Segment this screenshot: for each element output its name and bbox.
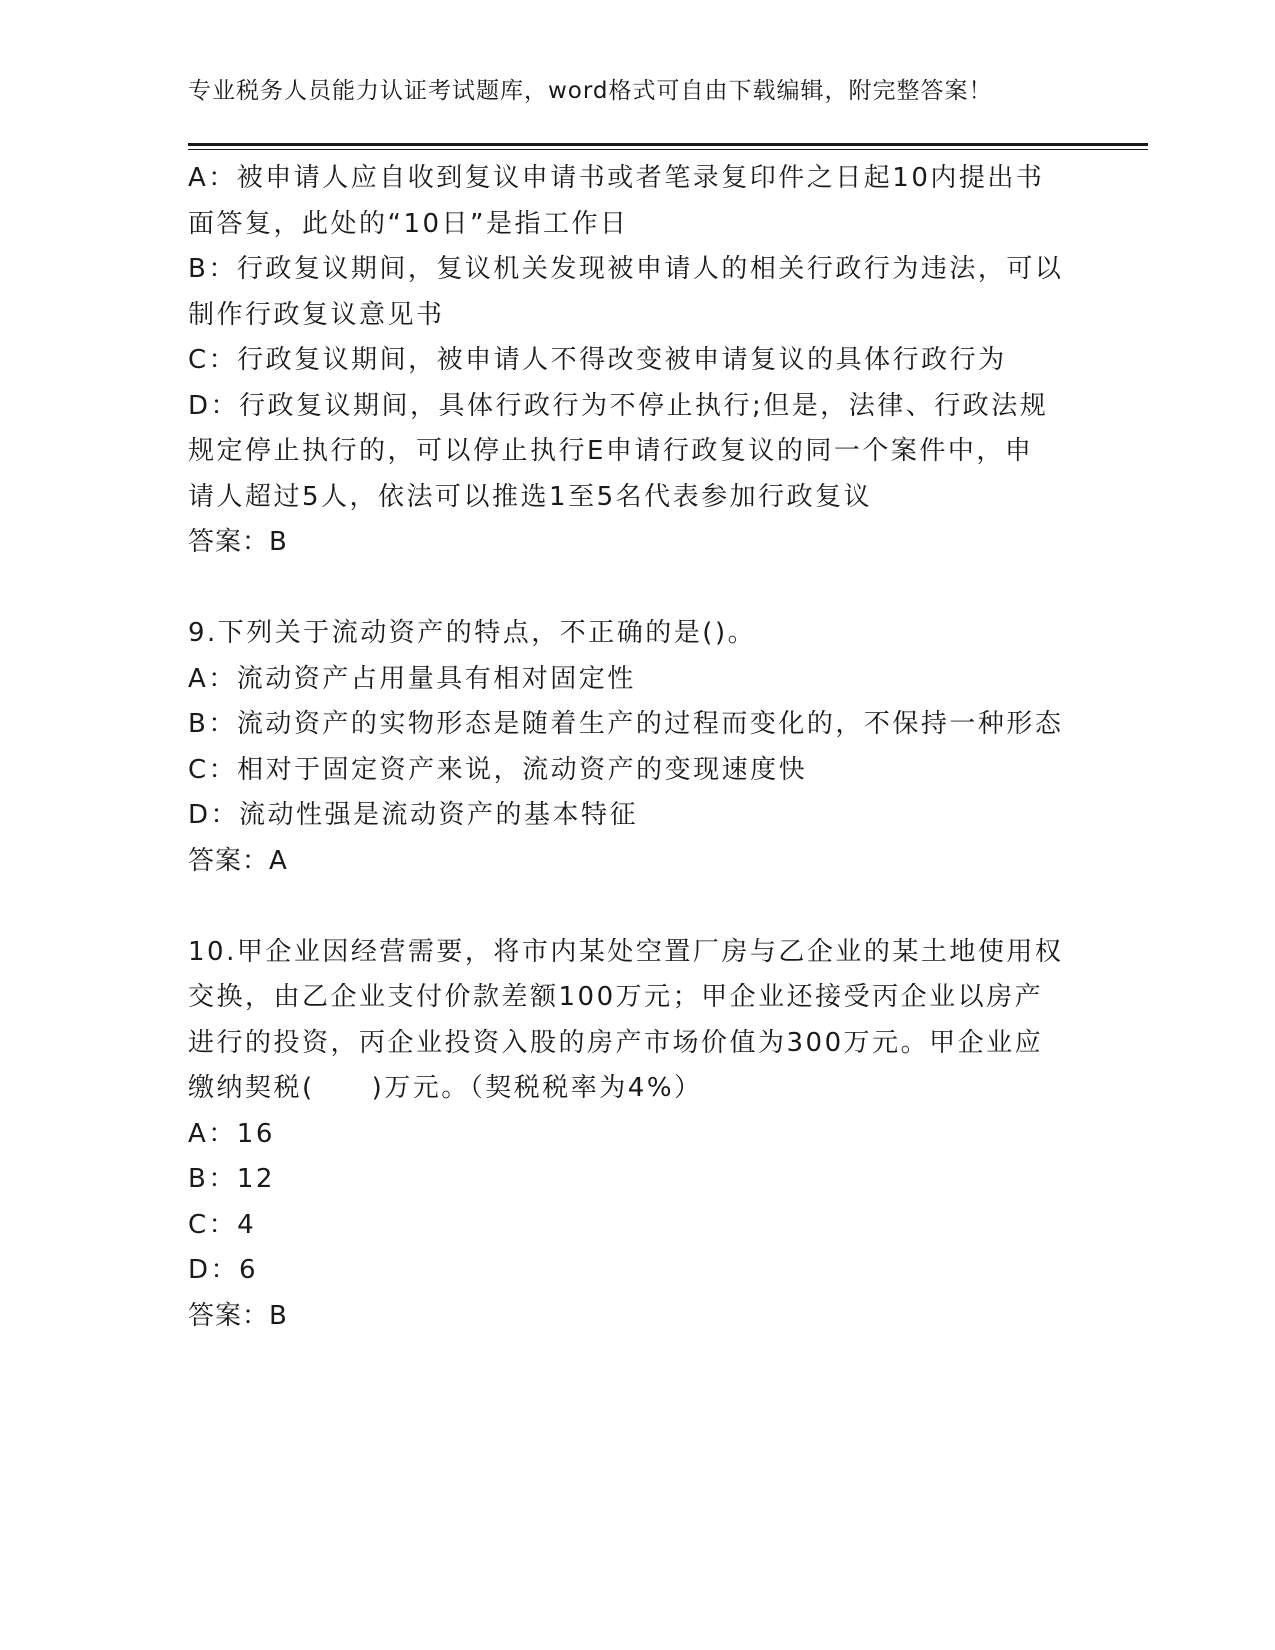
question-10-option-b: B：12 bbox=[188, 1164, 275, 1194]
option-line: C：行政复议期间，被申请人不得改变被申请复议的具体行政行为 bbox=[188, 345, 1007, 375]
question-9-option-a: A：流动资产占用量具有相对固定性 bbox=[188, 663, 636, 694]
option-line: 请人超过5人，依法可以推选1至5名代表参加行政复议 bbox=[188, 481, 873, 512]
page-header: 专业税务人员能力认证考试题库，word格式可自由下载编辑，附完整答案！ bbox=[188, 78, 993, 104]
question-8-option-b bbox=[188, 247, 1068, 338]
question-9-option-d: D：流动性强是流动资产的基本特征 bbox=[188, 800, 639, 830]
question-9-stem: 9.下列关于流动资产的特点，不正确的是()。 bbox=[188, 618, 757, 648]
question-10-option-a: A：16 bbox=[188, 1118, 275, 1149]
question-10-answer: 答案：B bbox=[188, 1300, 288, 1331]
option-line: A：被申请人应自收到复议申请书或者笔录复印件之日起10内提出书 bbox=[188, 163, 1045, 193]
spacer bbox=[188, 884, 1068, 930]
option-line: 制作行政复议意见书 bbox=[188, 299, 445, 330]
question-8-option-c bbox=[188, 338, 1068, 384]
stem-line: 缴纳契税( )万元。（契税税率为4%） bbox=[188, 1073, 703, 1103]
option-line: 规定停止执行的，可以停止执行E申请行政复议的同一个案件中，申 bbox=[188, 436, 1034, 466]
header-divider-thick bbox=[188, 143, 1148, 146]
question-content bbox=[188, 156, 1068, 1339]
question-10-option-d: D：6 bbox=[188, 1255, 259, 1285]
question-9-answer: 答案：A bbox=[188, 845, 288, 876]
stem-line: 进行的投资，丙企业投资入股的房产市场价值为300万元。甲企业应 bbox=[188, 1027, 1044, 1058]
question-10-option-c: C：4 bbox=[188, 1209, 257, 1240]
header-divider-thin bbox=[188, 149, 1148, 150]
option-line: B：行政复议期间，复议机关发现被申请人的相关行政行为违法，可以 bbox=[188, 254, 1064, 284]
stem-line: 10.甲企业因经营需要，将市内某处空置厂房与乙企业的某土地使用权 bbox=[188, 936, 1064, 967]
question-8-answer: 答案：B bbox=[188, 527, 288, 557]
question-10-stem bbox=[188, 930, 1068, 1112]
spacer bbox=[188, 566, 1068, 612]
question-9-option-b: B：流动资产的实物形态是随着生产的过程而变化的，不保持一种形态 bbox=[188, 709, 1064, 739]
option-line: 面答复，此处的“10日”是指工作日 bbox=[188, 208, 629, 239]
question-8-option-d bbox=[188, 384, 1068, 521]
option-line: D：行政复议期间，具体行政行为不停止执行;但是，法律、行政法规 bbox=[188, 390, 1049, 421]
question-8-option-a bbox=[188, 156, 1068, 247]
question-9-option-c: C：相对于固定资产来说，流动资产的变现速度快 bbox=[188, 754, 808, 785]
stem-line: 交换，由乙企业支付价款差额100万元；甲企业还接受丙企业以房产 bbox=[188, 982, 1044, 1012]
